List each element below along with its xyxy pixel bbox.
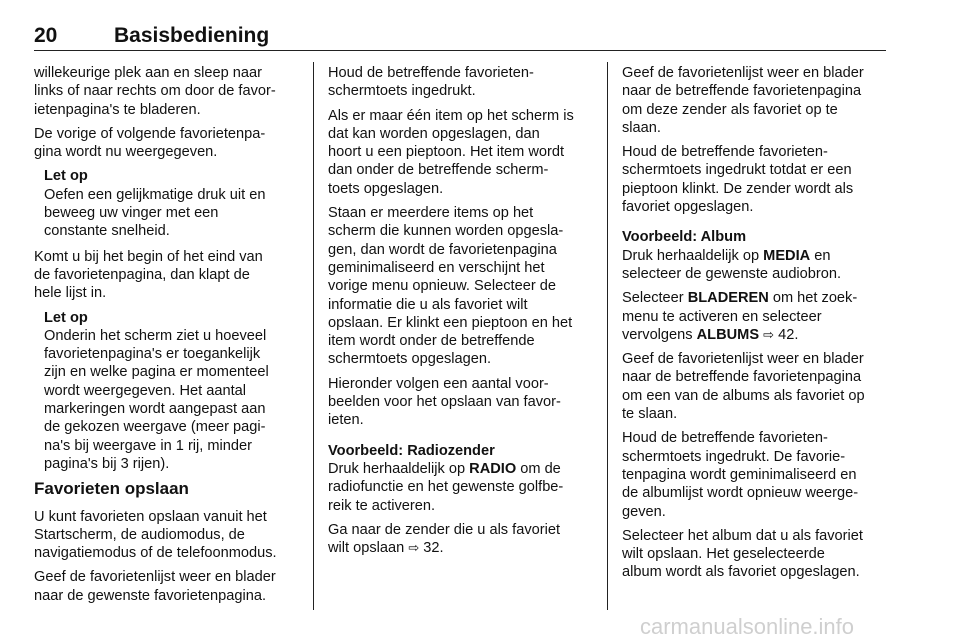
paragraph: Houd de betreffende favorieten- schermtoets ingedrukt. De favorie- tenpagina wordt geminimaliseerd en de albumlijst wordt opnieuw weerge- geven. [622, 430, 859, 520]
paragraph: Ga naar de zender die u als favoriet wilt opslaan ⇨ 32. [328, 521, 561, 557]
paragraph: Selecteer BLADEREN om het zoek- menu te activeren en selecteer vervolgens ALBUMS ⇨ 42. [622, 290, 858, 343]
radio-keyword: RADIO [469, 460, 517, 477]
paragraph: Komt u bij het begin of het eind van de favorietenpagina, dan klapt de hele lijst in. [34, 248, 263, 302]
section-heading: Favorieten opslaan [34, 479, 189, 499]
bladeren-keyword: BLADEREN [687, 290, 769, 307]
example-heading: Voorbeeld: Radiozender [328, 442, 495, 459]
paragraph: Houd de betreffende favorieten- schermtoets ingedrukt. [328, 65, 534, 100]
paragraph: Selecteer het album dat u als favoriet wilt opslaan. Het geselecteerde album wordt als favoriet opgeslagen. [622, 527, 863, 581]
albums-keyword: ALBUMS [696, 326, 760, 343]
paragraph: willekeurige plek aan en sleep naar links of naar rechts om door de favor- ietenpagina's te bladeren. [34, 65, 276, 118]
paragraph: Geef de favorietenlijst weer en blader naar de betreffende favorietenpagina om deze zender als favoriet op te slaan. [622, 65, 864, 136]
paragraph: Geef de favorietenlijst weer en blader naar de gewenste favorietenpagina. [34, 569, 276, 604]
paragraph: De vorige of volgende favorietenpa- gina wordt nu weergegeven. [34, 125, 266, 161]
page-header [34, 24, 886, 52]
header-rule [34, 50, 886, 51]
note-box: Let op Onderin het scherm ziet u hoeveel favorietenpagina's er toegankelijk zijn en welke pagina er momenteel wordt weergegeven. Het aantal markeringen wordt aangepast aan de gekozen weergave (meer pagi- na's bij weergave in 1 rij, minder pagina's bij 3 rijen). [34, 309, 300, 474]
page-title: Basisbediening [114, 24, 270, 47]
example-heading: Voorbeeld: Album [622, 229, 747, 246]
column-divider-2 [607, 62, 608, 610]
page-reference-arrow-icon: ⇨ [763, 326, 775, 342]
page-reference-arrow-icon: ⇨ [408, 540, 420, 556]
watermark-text: carmanualsonline.info [640, 614, 855, 639]
paragraph: Geef de favorietenlijst weer en blader naar de betreffende favorietenpagina om een van de albums als favoriet op te slaan. [622, 351, 865, 423]
paragraph: Staan er meerdere items op het scherm die kunnen worden opgesla- gen, dan wordt de favorietenpagina geminimaliseerd en verschijnt het vorige menu opnieuw. Selecteer de informatie die u als favoriet wilt opslaan. Er klinkt een pieptoon en het item wordt onder de betreffende schermtoets opgeslagen. [328, 205, 573, 368]
paragraph: Hieronder volgen een aantal voor- beelden voor het opslaan van favor- ieten. [328, 375, 561, 429]
note-title: Let op [44, 168, 88, 185]
note-box: Let op Oefen een gelijkmatige druk uit en beweeg uw vinger met een constante snelheid. [34, 167, 300, 240]
paragraph: Houd de betreffende favorieten- schermtoets ingedrukt totdat er een pieptoon klinkt. De zender wordt als favoriet opgeslagen. [622, 144, 854, 216]
note-title: Let op [44, 309, 88, 326]
paragraph: Druk herhaaldelijk op RADIO om de radiofunctie en het gewenste golfbe- reik te activeren. [328, 460, 564, 514]
paragraph: Druk herhaaldelijk op MEDIA en selecteer de gewenste audiobron. [622, 247, 842, 282]
page-number: 20 [34, 24, 58, 47]
column-1 [34, 64, 300, 611]
column-divider-1 [313, 62, 314, 610]
media-keyword: MEDIA [763, 247, 811, 264]
paragraph: Als er maar één item op het scherm is dat kan worden opgeslagen, dan hoort u een pieptoon. Het item wordt dan onder de betreffende scherm- toets opgeslagen. [328, 107, 574, 197]
column-3 [622, 64, 888, 588]
paragraph: U kunt favorieten opslaan vanuit het Startscherm, de audiomodus, de navigatiemodus of de telefoonmodus. [34, 508, 277, 562]
column-2 [328, 64, 594, 563]
